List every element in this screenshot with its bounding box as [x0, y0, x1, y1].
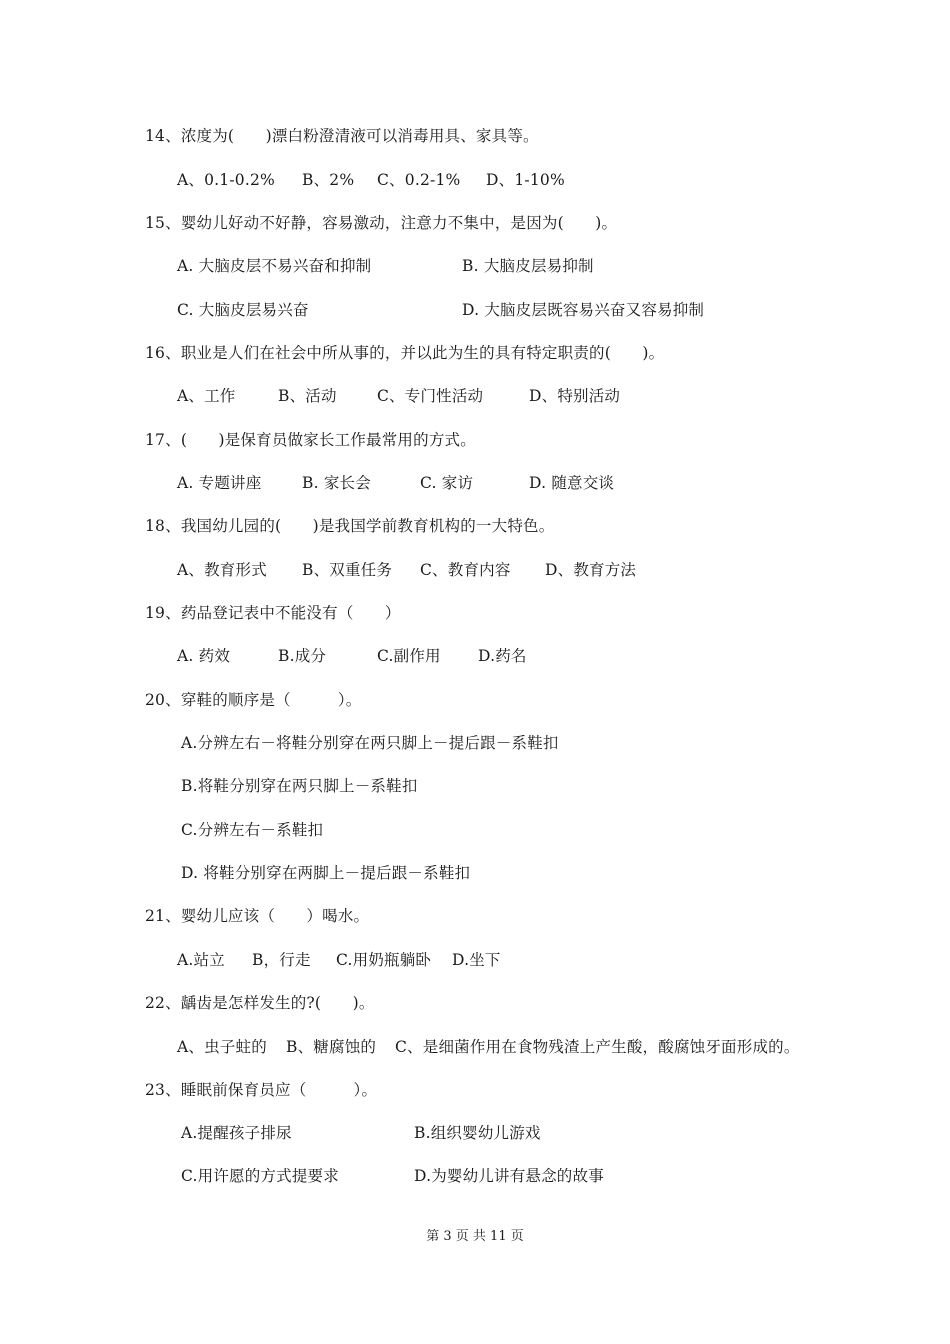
question-15-option-b: B. 大脑皮层易抑制 — [462, 257, 594, 275]
question-17-option-b: B. 家长会 — [302, 474, 371, 492]
question-15-option-a: A. 大脑皮层不易兴奋和抑制 — [177, 257, 372, 275]
question-16-option-d: D、特别活动 — [529, 387, 621, 405]
question-14-option-a: A、0.1-0.2% — [177, 171, 275, 189]
question-21-option-b: B，行走 — [252, 951, 311, 969]
question-18-stem: 18、我国幼儿园的( )是我国学前教育机构的一大特色。 — [145, 517, 555, 535]
question-23-option-a: A.提醒孩子排尿 — [181, 1124, 292, 1142]
question-20-option-a: A.分辨左右－将鞋分别穿在两只脚上－提后跟－系鞋扣 — [181, 734, 559, 752]
question-22-option-c: C、是细菌作用在食物残渣上产生酸，酸腐蚀牙面形成的。 — [395, 1038, 800, 1056]
question-20-option-b: B.将鞋分别穿在两只脚上－系鞋扣 — [181, 777, 418, 795]
question-19-stem: 19、药品登记表中不能没有（ ） — [145, 604, 401, 622]
question-23-option-d: D.为婴幼儿讲有悬念的故事 — [414, 1167, 604, 1185]
question-18-option-c: C、教育内容 — [420, 561, 511, 579]
question-21-option-a: A.站立 — [177, 951, 225, 969]
question-18-option-b: B、双重任务 — [302, 561, 393, 579]
question-23-option-b: B.组织婴幼儿游戏 — [414, 1124, 541, 1142]
question-16-option-c: C、专门性活动 — [377, 387, 484, 405]
question-23-option-c: C.用许愿的方式提要求 — [181, 1167, 339, 1185]
page-number-footer: 第 3 页 共 11 页 — [426, 1229, 524, 1244]
question-21-option-c: C.用奶瓶躺卧 — [336, 951, 432, 969]
question-17-option-d: D. 随意交谈 — [529, 474, 615, 492]
question-22-option-b: B、糖腐蚀的 — [286, 1038, 377, 1056]
question-18-option-a: A、教育形式 — [177, 561, 267, 579]
question-21-stem: 21、婴幼儿应该（ ）喝水。 — [145, 907, 370, 925]
question-23-stem: 23、睡眠前保育员应（ ）。 — [145, 1081, 378, 1099]
question-17-option-a: A. 专题讲座 — [177, 474, 262, 492]
question-20-stem: 20、穿鞋的顺序是（ ）。 — [145, 691, 362, 709]
question-16-option-a: A、工作 — [177, 387, 236, 405]
question-22-option-a: A、虫子蛀的 — [177, 1038, 267, 1056]
question-19-option-d: D.药名 — [478, 647, 527, 665]
question-14-option-b: B、2% — [302, 171, 355, 189]
question-15-option-d: D. 大脑皮层既容易兴奋又容易抑制 — [462, 301, 705, 319]
question-20-option-d: D. 将鞋分别穿在两脚上－提后跟－系鞋扣 — [181, 864, 471, 882]
question-21-option-d: D.坐下 — [452, 951, 501, 969]
question-17-option-c: C. 家访 — [420, 474, 474, 492]
question-19-option-b: B.成分 — [278, 647, 327, 665]
question-20-option-c: C.分辨左右－系鞋扣 — [181, 821, 324, 839]
question-19-option-a: A. 药效 — [177, 647, 231, 665]
question-22-stem: 22、龋齿是怎样发生的?( )。 — [145, 994, 375, 1012]
question-15-stem: 15、婴幼儿好动不好静，容易激动，注意力不集中，是因为( )。 — [145, 214, 618, 232]
question-15-option-c: C. 大脑皮层易兴奋 — [177, 301, 309, 319]
question-14-stem: 14、浓度为( )漂白粉澄清液可以消毒用具、家具等。 — [145, 127, 539, 145]
question-19-option-c: C.副作用 — [377, 647, 441, 665]
question-16-stem: 16、职业是人们在社会中所从事的，并以此为生的具有特定职责的( )。 — [145, 344, 665, 362]
question-16-option-b: B、活动 — [278, 387, 337, 405]
question-17-stem: 17、( )是保育员做家长工作最常用的方式。 — [145, 431, 476, 449]
question-14-option-c: C、0.2-1% — [377, 171, 461, 189]
question-14-option-d: D、1-10% — [486, 171, 565, 189]
question-18-option-d: D、教育方法 — [545, 561, 637, 579]
